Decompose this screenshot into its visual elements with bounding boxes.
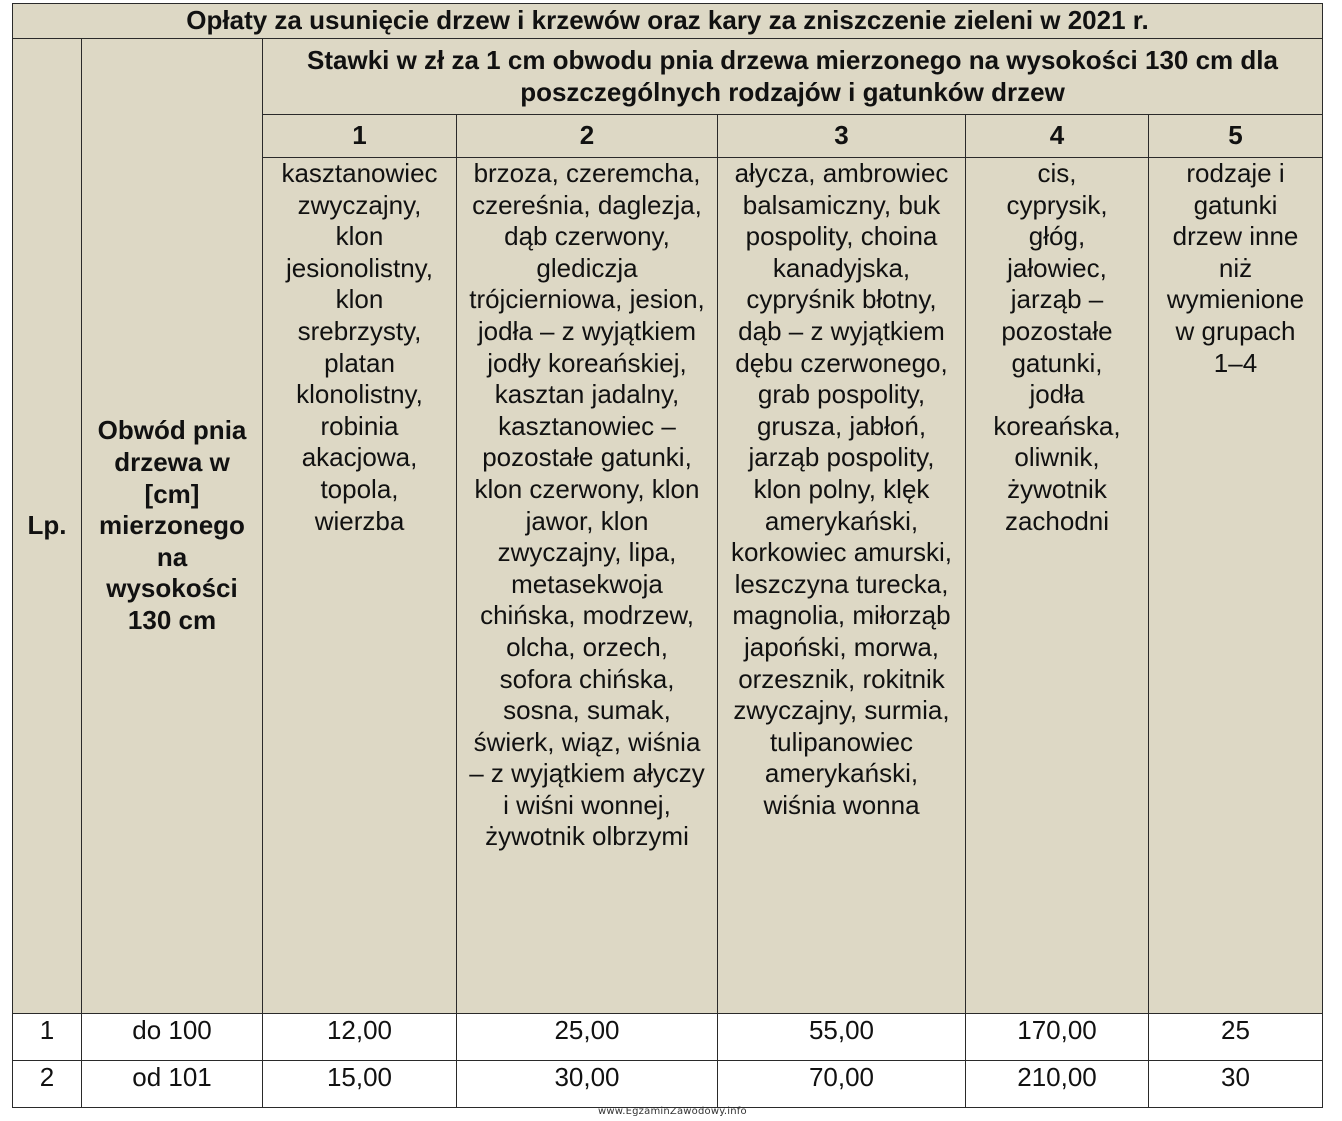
row-rate-group-1: 15,00 xyxy=(263,1061,457,1108)
row-rate-group-2: 25,00 xyxy=(457,1014,718,1061)
row-circumference: do 100 xyxy=(82,1014,263,1061)
group-species-2: brzoza, czeremcha, czereśnia, daglezja, dąb czerwony, glediczja trójcierniowa, jesion, jodła – z wyjątkiem jodły koreańskiej, kasztan jadalny, kasztanowiec – pozostałe gatunki, klon czerwony, klon jawor, klon zwyczajny, lipa, metasekwoja chińska, modrzew, olcha, orzech, sofora chińska, sosna, sumak, świerk, wiąz, wiśnia – z wyjątkiem ałyczy i wiśni wonnej, żywotnik olbrzymi xyxy=(457,158,718,1014)
group-number-3: 3 xyxy=(718,115,966,158)
table-row xyxy=(13,1061,1323,1108)
group-species-4: cis, cyprysik, głóg, jałowiec, jarząb – pozostałe gatunki, jodła koreańska, oliwnik, żywotnik zachodni xyxy=(966,158,1149,1014)
group-number-1: 1 xyxy=(263,115,457,158)
row-rate-group-4: 210,00 xyxy=(966,1061,1149,1108)
group-number-4: 4 xyxy=(966,115,1149,158)
fees-table xyxy=(12,3,1323,1108)
row-rate-group-2: 30,00 xyxy=(457,1061,718,1108)
group-species-3: ałycza, ambrowiec balsamiczny, buk pospolity, choina kanadyjska, cypryśnik błotny, dąb – z wyjątkiem dębu czerwonego, grab pospolity, grusza, jabłoń, jarząb pospolity, klon polny, klęk amerykański, korkowiec amurski, leszczyna turecka, magnolia, miłorząb japoński, morwa, orzesznik, rokitnik zwyczajny, surmia, tulipanowiec amerykański, wiśnia wonna xyxy=(718,158,966,1014)
row-lp: 2 xyxy=(13,1061,82,1108)
row-rate-group-3: 55,00 xyxy=(718,1014,966,1061)
row-rate-group-5: 25 xyxy=(1149,1014,1323,1061)
group-species-1: kasztanowiec zwyczajny, klon jesionolistny, klon srebrzysty, platan klonolistny, robinia akacjowa, topola, wierzba xyxy=(263,158,457,1014)
group-number-5: 5 xyxy=(1149,115,1323,158)
group-number-2: 2 xyxy=(457,115,718,158)
row-rate-group-4: 170,00 xyxy=(966,1014,1149,1061)
row-circumference: od 101 xyxy=(82,1061,263,1108)
row-lp: 1 xyxy=(13,1014,82,1061)
rates-header: Stawki w zł za 1 cm obwodu pnia drzewa mierzonego na wysokości 130 cm dla poszczególnych rodzajów i gatunków drzew xyxy=(263,39,1323,115)
circumference-header: Obwód pnia drzewa w [cm] mierzonego na wysokości 130 cm xyxy=(82,39,263,1014)
row-rate-group-3: 70,00 xyxy=(718,1061,966,1108)
table-row xyxy=(13,1014,1323,1061)
watermark-text: www.EgzaminZawodowy.info xyxy=(598,1106,747,1117)
group-species-5: rodzaje i gatunki drzew inne niż wymienione w grupach 1–4 xyxy=(1149,158,1323,1014)
row-rate-group-5: 30 xyxy=(1149,1061,1323,1108)
lp-header: Lp. xyxy=(13,39,82,1014)
table-title: Opłaty za usunięcie drzew i krzewów oraz kary za zniszczenie zieleni w 2021 r. xyxy=(13,4,1323,39)
row-rate-group-1: 12,00 xyxy=(263,1014,457,1061)
